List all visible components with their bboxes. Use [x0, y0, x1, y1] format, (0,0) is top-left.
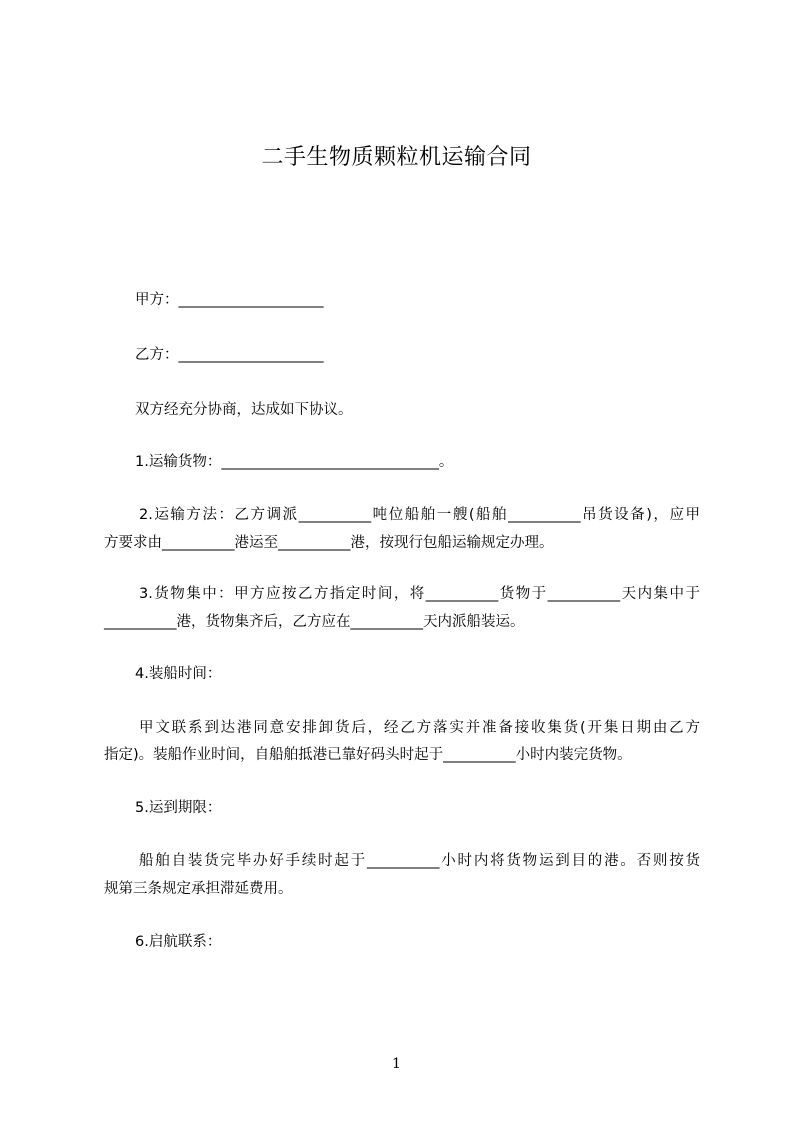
document-title: 二手生物质颗粒机运输合同 — [261, 145, 532, 170]
clause-3-line-1: 3.货物集中：甲方应按乙方指定时间，将__________货物于__________天内集中于 — [139, 586, 700, 602]
clause-1: 1.运输货物：______________________________。 — [135, 454, 454, 470]
clause-4-heading: 4.装船时间： — [135, 666, 222, 682]
clause-5-line-2: 规第三条规定承担滞延费用。 — [104, 881, 293, 897]
intro-paragraph: 双方经充分协商，达成如下协议。 — [135, 402, 353, 418]
clause-2-line-1: 2.运输方法：乙方调派__________吨位船舶一艘(船舶__________吊货设备)，应甲 — [139, 507, 700, 523]
clause-2-line-2: 方要求由__________港运至__________港，按现行包船运输规定办理。 — [104, 535, 554, 551]
party-a-line: 甲方：____________________ — [135, 292, 324, 308]
clause-4-line-2: 指定)。装船作业时间，自船舶抵港已靠好码头时起于__________小时内装完货物。 — [104, 747, 632, 763]
clause-3-line-2: __________港，货物集齐后，乙方应在__________天内派船装运。 — [104, 614, 525, 630]
clause-5-line-1: 船舶自装货完毕办好手续时起于__________小时内将货物运到目的港。否则按货 — [139, 853, 700, 869]
party-b-line: 乙方：____________________ — [135, 347, 324, 363]
clause-4-line-1: 甲文联系到达港同意安排卸货后，经乙方落实并准备接收集货(开集日期由乙方 — [139, 720, 700, 736]
page-number: 1 — [392, 1056, 401, 1072]
clause-6-heading: 6.启航联系： — [135, 934, 222, 950]
clause-5-heading: 5.运到期限： — [135, 800, 222, 816]
